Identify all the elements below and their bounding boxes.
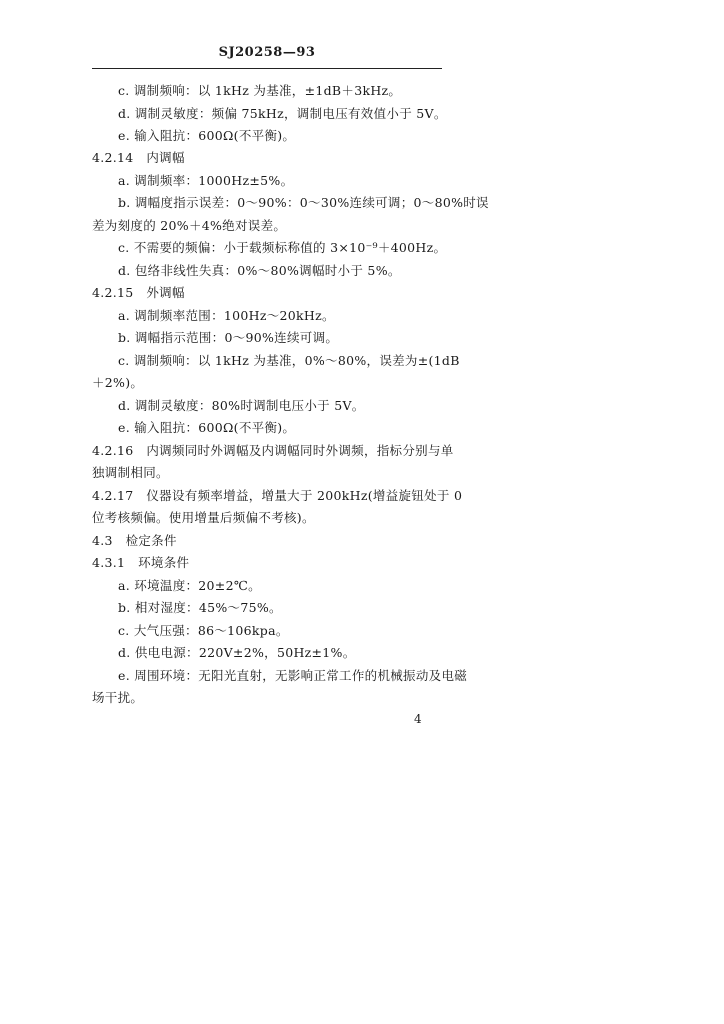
item-4-3-1-e-cont: 场干扰。 [92,690,144,705]
item-4-3-1-d: d. 供电电源：220V±2%，50Hz±1%。 [118,645,356,660]
document-code-header: SJ20258—93 [218,45,316,60]
item-4-2-13-c: c. 调制频响：以 1kHz 为基准，±1dB＋3kHz。 [118,83,402,98]
header-rule [92,68,442,69]
item-4-3-1-a: a. 环境温度：20±2℃。 [118,578,261,593]
item-4-2-14-a: a. 调制频率：1000Hz±5%。 [118,173,294,188]
item-4-3-1-b: b. 相对湿度：45%～75%。 [118,600,282,615]
section-4-2-17: 4.2.17 仪器设有频率增益，增量大于 200kHz(增益旋钮处于 0 [92,488,463,503]
section-4-2-17-cont: 位考核频偏。使用增量后频偏不考核)。 [92,510,315,525]
item-4-2-15-c-cont: ＋2%)。 [92,375,144,390]
section-4-3-1-heading: 4.3.1 环境条件 [92,555,190,570]
page-number: 4 [414,712,422,726]
item-4-2-15-d: d. 调制灵敏度：80%时调制电压小于 5V。 [118,398,365,413]
section-4-2-16-cont: 独调制相同。 [92,465,169,480]
item-4-2-14-d: d. 包络非线性失真：0%～80%调幅时小于 5%。 [118,263,401,278]
section-4-2-16: 4.2.16 内调频同时外调幅及内调幅同时外调频，指标分别与单 [92,443,454,458]
item-4-2-15-a: a. 调制频率范围：100Hz～20kHz。 [118,308,335,323]
item-4-2-15-e: e. 输入阻抗：600Ω(不平衡)。 [118,420,296,435]
item-4-2-15-b: b. 调幅指示范围：0～90%连续可调。 [118,330,339,345]
item-4-3-1-c: c. 大气压强：86～106kpa。 [118,623,289,638]
item-4-2-13-d: d. 调制灵敏度：频偏 75kHz，调制电压有效值小于 5V。 [118,106,447,121]
item-4-2-14-b: b. 调幅度指示误差：0～90%：0～30%连续可调；0～80%时误 [118,195,489,210]
item-4-2-14-c: c. 不需要的频偏：小于载频标称值的 3×10⁻⁹＋400Hz。 [118,240,447,255]
section-4-3-heading: 4.3 检定条件 [92,533,177,548]
item-4-3-1-e: e. 周围环境：无阳光直射，无影响正常工作的机械振动及电磁 [118,668,468,683]
section-4-2-14-heading: 4.2.14 内调幅 [92,150,185,165]
item-4-2-14-b-cont: 差为刻度的 20%＋4%绝对误差。 [92,218,287,233]
item-4-2-13-e: e. 输入阻抗：600Ω(不平衡)。 [118,128,296,143]
item-4-2-15-c: c. 调制频响：以 1kHz 为基准，0%～80%，误差为±(1dB [118,353,460,368]
section-4-2-15-heading: 4.2.15 外调幅 [92,285,185,300]
